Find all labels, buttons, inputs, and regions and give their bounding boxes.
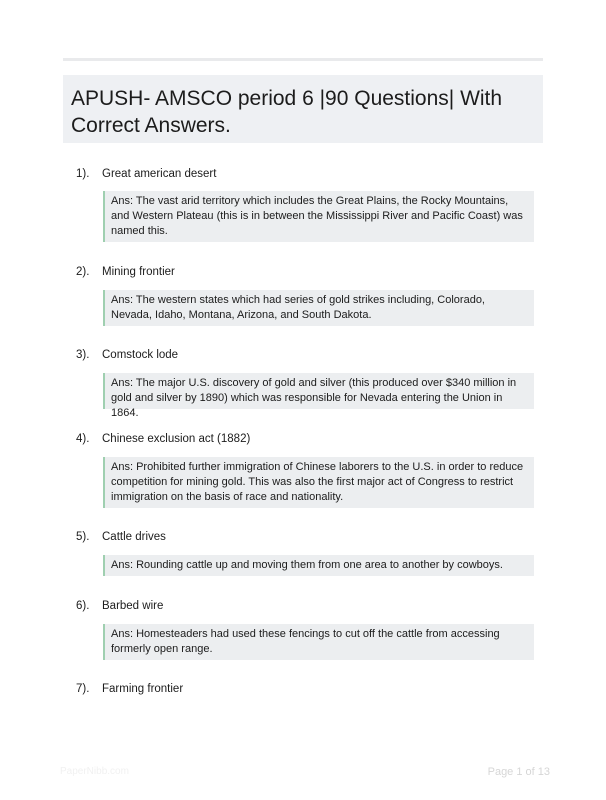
question-term: Cattle drives <box>102 531 166 543</box>
answer-box: Ans: The vast arid territory which includes the Great Plains, the Rocky Mountains, and Western Plateau (this is in between the Mississippi River and Pacific Coast) was named this. <box>103 191 534 242</box>
answer-box: Ans: Homesteaders had used these fencings to cut off the cattle from accessing formerly open range. <box>103 624 534 660</box>
answer-box: Ans: The major U.S. discovery of gold and silver (this produced over $340 million in gold and silver by 1890) which was responsible for Nevada entering the Union in 1864. <box>103 373 534 409</box>
question-term: Great american desert <box>102 168 217 180</box>
question-number: 6). <box>76 600 90 612</box>
top-divider <box>63 58 543 61</box>
question-number: 3). <box>76 349 90 361</box>
document-title: APUSH- AMSCO period 6 |90 Questions| With Correct Answers. <box>71 87 503 137</box>
question-number: 7). <box>76 683 90 695</box>
question-term: Chinese exclusion act (1882) <box>102 433 251 445</box>
question-term: Barbed wire <box>102 600 164 612</box>
question-term: Comstock lode <box>102 349 179 361</box>
question-term: Mining frontier <box>102 266 175 278</box>
question-number: 2). <box>76 266 90 278</box>
answer-box: Ans: Rounding cattle up and moving them from one area to another by cowboys. <box>103 555 534 576</box>
footer-watermark: PaperNibb.com <box>60 766 129 777</box>
title-banner <box>63 75 543 143</box>
question-number: 1). <box>76 168 90 180</box>
question-term: Farming frontier <box>102 683 184 695</box>
answer-box: Ans: The western states which had series of gold strikes including, Colorado, Nevada, Idaho, Montana, Arizona, and South Dakota. <box>103 290 534 326</box>
question-number: 5). <box>76 531 90 543</box>
answer-box: Ans: Prohibited further immigration of Chinese laborers to the U.S. in order to reduce competition for mining gold. This was also the first major act of Congress to restrict immigration on the basis of race and nationality. <box>103 457 534 508</box>
page-number: Page 1 of 13 <box>487 766 550 778</box>
question-number: 4). <box>76 433 90 445</box>
